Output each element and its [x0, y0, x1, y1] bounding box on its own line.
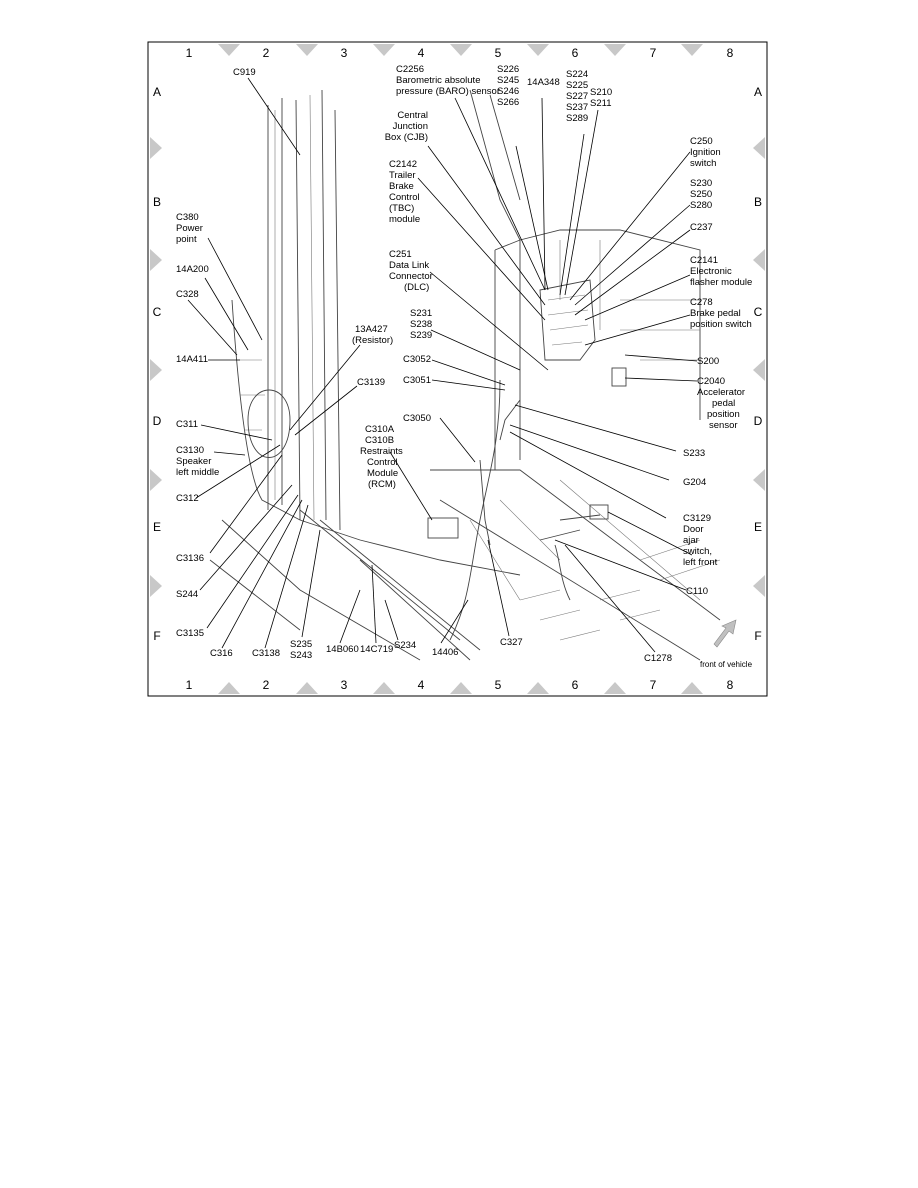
label-c1278: C1278 [644, 653, 672, 664]
label-c3051: C3051 [403, 375, 431, 386]
label-c278: C278 [690, 297, 713, 308]
label-c3130: C3130 [176, 445, 204, 456]
grid-col-1-top: 1 [185, 46, 193, 60]
label-c2142-desc-3: Control [389, 192, 420, 203]
label-rcm-1: Restraints [360, 446, 403, 457]
label-c310a: C310A [365, 424, 395, 435]
grid-col-7-top: 7 [649, 46, 657, 60]
grid-col-4-bottom: 4 [417, 678, 425, 692]
grid-col-8-bottom: 8 [726, 678, 734, 692]
label-c2141-desc-1: Electronic [690, 266, 732, 277]
grid-row-e-left: E [152, 520, 162, 534]
label-c250: C250 [690, 136, 713, 147]
label-c2040-desc-2: pedal [712, 398, 736, 409]
label-c328: C328 [176, 289, 199, 300]
label-g204: G204 [683, 477, 707, 488]
grid-row-b-right: B [753, 195, 763, 209]
grid-row-a-left: A [152, 85, 162, 99]
label-c251-desc-3: (DLC) [404, 282, 430, 293]
label-c237: C237 [690, 222, 713, 233]
label-14a411: 14A411 [176, 354, 209, 365]
label-s244: S244 [176, 589, 199, 600]
grid-row-c-right: C [753, 305, 763, 319]
label-c251-desc-2: Connector [389, 271, 433, 282]
label-c311: C311 [176, 419, 199, 430]
label-c3139: C3139 [357, 377, 385, 388]
label-13a427: 13A427 [355, 324, 388, 335]
label-c3135: C3135 [176, 628, 204, 639]
grid-row-b-left: B [152, 195, 162, 209]
grid-col-5-bottom: 5 [494, 678, 502, 692]
label-s266: S266 [497, 97, 520, 108]
label-c2256-desc-1: Barometric absolute [396, 75, 481, 86]
grid-row-e-right: E [753, 520, 763, 534]
label-c251: C251 [389, 249, 412, 260]
label-s227: S227 [566, 91, 589, 102]
grid-col-3-bottom: 3 [340, 678, 348, 692]
label-s233: S233 [683, 448, 706, 459]
label-c2141: C2141 [690, 255, 718, 266]
label-c3138: C3138 [252, 648, 280, 659]
grid-col-4-top: 4 [417, 46, 425, 60]
label-c250-desc-1: Ignition [690, 147, 721, 158]
grid-row-c-left: C [152, 305, 162, 319]
label-c3129-desc-3: switch, [683, 546, 713, 557]
label-14b060: 14B060 [326, 644, 359, 655]
label-13a427-desc: (Resistor) [352, 335, 394, 346]
label-c250-desc-2: switch [690, 158, 717, 169]
label-cjb-1: Central [397, 110, 428, 121]
label-c316: C316 [210, 648, 233, 659]
label-c310b: C310B [365, 435, 395, 446]
grid-col-2-top: 2 [262, 46, 270, 60]
label-s235: S235 [290, 639, 313, 650]
label-s210: S210 [590, 87, 613, 98]
label-c3129-desc-1: Door [683, 524, 704, 535]
label-14a348: 14A348 [527, 77, 560, 88]
label-c2142-desc-2: Brake [389, 181, 414, 192]
label-s246: S246 [497, 86, 520, 97]
label-c2142-desc-5: module [389, 214, 421, 225]
label-c3129-desc-4: left front [683, 557, 718, 568]
label-c2142: C2142 [389, 159, 417, 170]
label-s230: S230 [690, 178, 713, 189]
label-c2141-desc-2: flasher module [690, 277, 753, 288]
label-c278-desc-1: Brake pedal [690, 308, 741, 319]
label-c3129: C3129 [683, 513, 711, 524]
label-c380-desc-1: Power [176, 223, 203, 234]
grid-row-d-left: D [152, 414, 162, 428]
label-c380-desc-2: point [176, 234, 197, 245]
label-s239: S239 [410, 330, 433, 341]
grid-col-1-bottom: 1 [185, 678, 193, 692]
label-rcm-4: (RCM) [368, 479, 396, 490]
label-c3129-desc-2: ajar [683, 535, 699, 546]
label-s224: S224 [566, 69, 589, 80]
label-c2142-desc-1: Trailer [389, 170, 416, 181]
label-c3050: C3050 [403, 413, 431, 424]
label-c251-desc-1: Data Link [389, 260, 430, 271]
label-s243: S243 [290, 650, 313, 661]
label-c380: C380 [176, 212, 199, 223]
grid-row-f-right: F [754, 629, 762, 643]
label-s250: S250 [690, 189, 713, 200]
grid-col-6-top: 6 [571, 46, 579, 60]
grid-row-f-left: F [153, 629, 161, 643]
front-of-vehicle-label: front of vehicle [699, 660, 753, 669]
grid-col-6-bottom: 6 [571, 678, 579, 692]
label-rcm-3: Module [367, 468, 399, 479]
label-s231: S231 [410, 308, 433, 319]
label-c110: C110 [686, 586, 709, 597]
label-s289: S289 [566, 113, 589, 124]
label-s200: S200 [697, 356, 720, 367]
label-c278-desc-2: position switch [690, 319, 752, 330]
label-s211: S211 [590, 98, 612, 109]
label-c2142-desc-4: (TBC) [389, 203, 415, 214]
label-c2040-desc-1: Accelerator [697, 387, 746, 398]
label-c3052: C3052 [403, 354, 431, 365]
label-s225: S225 [566, 80, 589, 91]
label-s280: S280 [690, 200, 713, 211]
grid-row-a-right: A [753, 85, 763, 99]
grid-col-8-top: 8 [726, 46, 734, 60]
label-c2040-desc-3: position [707, 409, 740, 420]
label-c919: C919 [233, 67, 256, 78]
label-rcm-2: Control [367, 457, 398, 468]
label-c2256-desc-2: pressure (BARO) sensor [396, 86, 501, 97]
label-c3130-desc-1: Speaker [176, 456, 212, 467]
label-s226: S226 [497, 64, 520, 75]
label-c2040: C2040 [697, 376, 725, 387]
grid-col-7-bottom: 7 [649, 678, 657, 692]
label-c3130-desc-2: left middle [176, 467, 220, 478]
label-c312: C312 [176, 493, 199, 504]
grid-col-3-top: 3 [340, 46, 348, 60]
label-14406: 14406 [432, 647, 459, 658]
label-14c719: 14C719 [360, 644, 394, 655]
label-s237: S237 [566, 102, 589, 113]
grid-col-2-bottom: 2 [262, 678, 270, 692]
label-c3136: C3136 [176, 553, 204, 564]
label-c327: C327 [500, 637, 523, 648]
label-s245: S245 [497, 75, 520, 86]
label-s234: S234 [394, 640, 417, 651]
label-cjb-3: Box (CJB) [384, 132, 428, 143]
label-s238: S238 [410, 319, 433, 330]
label-c2040-desc-4: sensor [709, 420, 738, 431]
grid-row-d-right: D [753, 414, 763, 428]
label-14a200: 14A200 [176, 264, 209, 275]
label-cjb-2: Junction [392, 121, 428, 132]
grid-col-5-top: 5 [494, 46, 502, 60]
label-c2256: C2256 [396, 64, 424, 75]
